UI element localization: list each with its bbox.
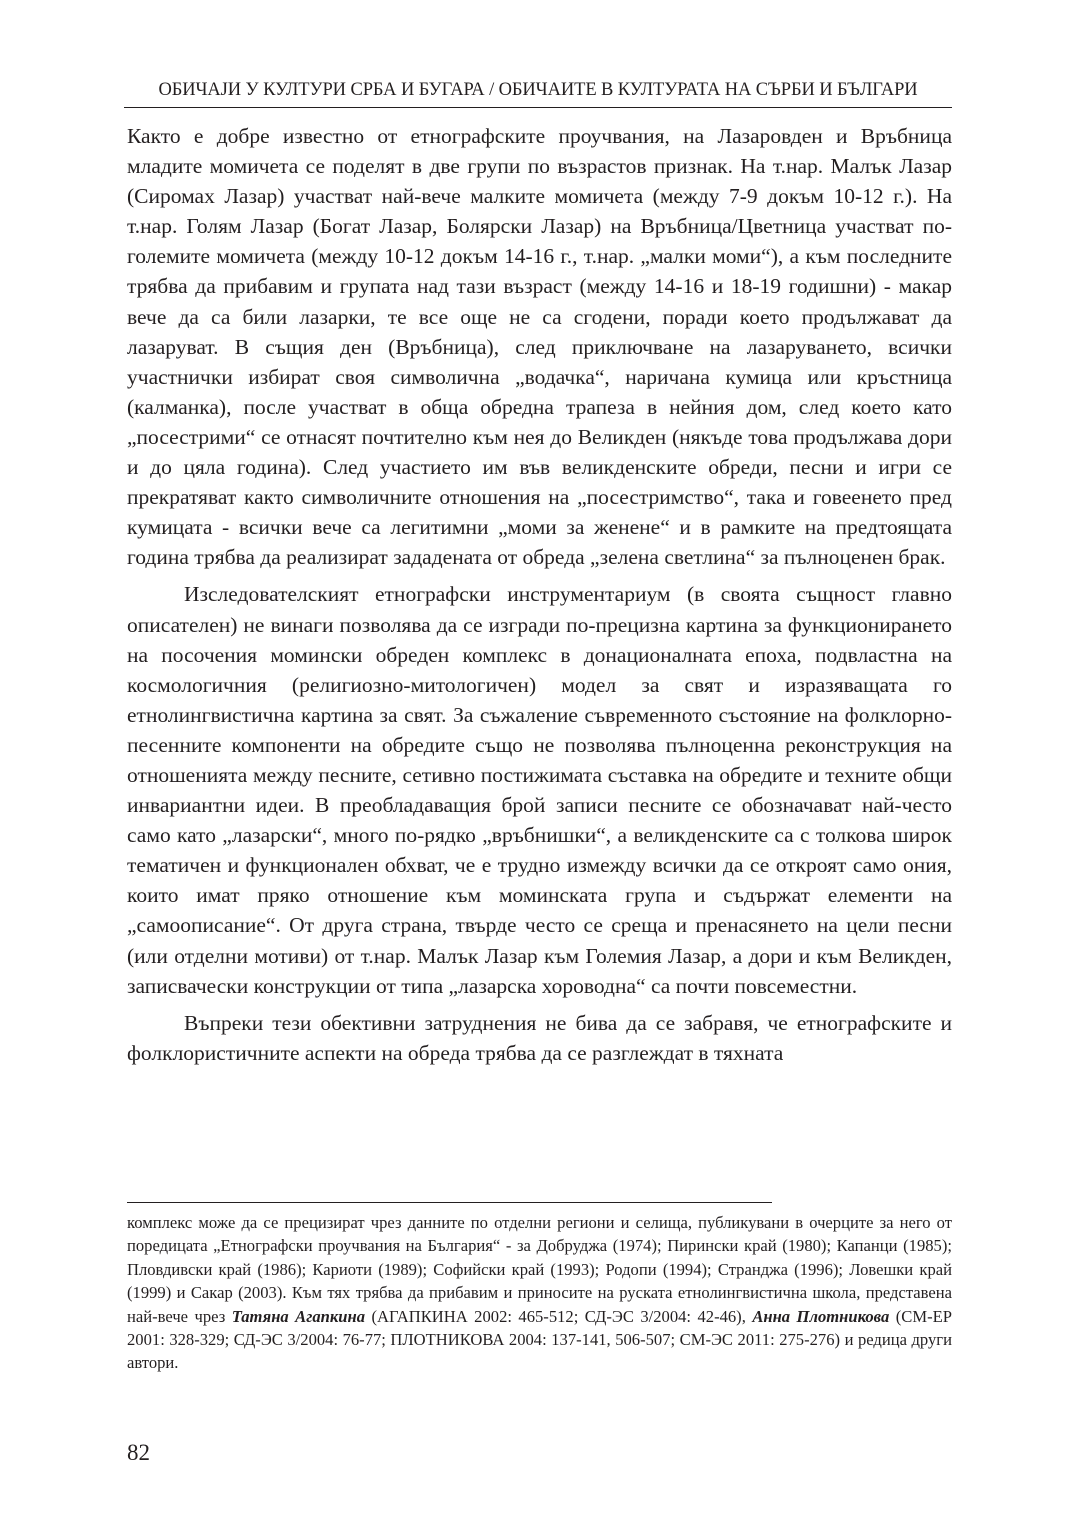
footnote-part: (АГАПКИНА 2002: 465-512; СД-ЭС 3/2004: 42-46),: [365, 1306, 753, 1326]
footnote-text: [127, 1211, 952, 1375]
paragraph: Въпреки тези обективни затруднения не бива да се забравя, че етнографските и фолклористичните аспекти на обреда трябва да се разглеждат в тяхната: [127, 1010, 952, 1065]
footnote-part: (СМ-ЕР 2001: 328-329; СД-ЭС 3/2004: 76-77; ПЛОТНИКОВА 2004: 137-141, 506-507; СМ-ЭС 2011: 275-276) и редица други автори.: [127, 1306, 952, 1373]
body-text: [127, 121, 952, 1075]
page-number: 82: [127, 1440, 150, 1465]
paragraph: Както е добре известно от етнографските проучвания, на Лазаровден и Връбница младите момичета се поделят в две групи по възрастов признак. На т.нар. Малък Лазар (Сиромах Лазар) участват най-вече малките момичета (между 7-9 докъм 10-12 г.). На т.нар. Голям Лазар (Богат Лазар, Болярски Лазар) на Връбница/Цветница участват по-големите момичета (между 10-12 докъм 14-16 г., т.нар. „малки моми“), а към последните трябва да прибавим и групата над тази възраст (между 14-16 и 18-19 годишни) - макар вече да са били лазарки, те все още не са сгодени, поради което продължават да лазаруват. В същия ден (Връбница), след приключване на лазаруването, всички участнички избират своя символична „водачка“, наричана кумица или кръстница (калманка), после участват в обща обредна трапеза в нейния дом, след което като „посестрими“ се отнасят почтително към нея до Великден (някъде това продължава дори и до цяла година). След участието им във великденските обреди, песни и игри се прекратяват както символичните отношения на „посестримство“, така и говеенето пред кумицата - всички вече са легитимни „моми за женене“ и в рамките на предтоящата година трябва да реализират зададената от обреда „зелена светлина“ за пълноценен брак.: [127, 124, 952, 570]
footnote-author: Анна Плотникова: [752, 1306, 890, 1326]
footnote-author: Татяна Агапкина: [231, 1306, 366, 1326]
paragraph: Изследователският етнографски инструментариум (в своята същност главно описателен) не винаги позволява да се изгради по-прецизна картина за функционирането на посочения момински обреден комплекс в донационалната епоха, подвластна на космологичния (религиозно-митологичен) модел за свят и изразяващата го етнолингвистична картина за свят. За съжаление съвременното състояние на фолклорно-песенните компоненти на обредите също не позволява пълноценна реконструкция на отношенията между песните, сетивно постижимата съставка на обредите и техните общи инвариантни идеи. В преобладаващия брой записи песните се обозначават най-често само като „лазарски“, много по-рядко „връбнишки“, а великденските са с толкова широк тематичен и функционален обхват, че е трудно измежду всички да се откроят само ония, които имат пряко отношение към моминската група и съдържат елементи на „самоописание“. От друга страна, твърде често се среща и пренасянето на цели песни (или отделни мотиви) от т.нар. Малък Лазар към Големия Лазар, а дори и към Великден, записвачески конструкции от типа „лазарска хороводна“ са почти повсеместни.: [127, 582, 952, 998]
footnote-rule: [127, 1202, 772, 1203]
footnote: [127, 1211, 952, 1375]
running-head: ОБИЧАЈИ У КУЛТУРИ СРБА И БУГАРА / ОБИЧАИТЕ В КУЛТУРАТА НА СЪРБИ И БЪЛГАРИ: [124, 80, 952, 108]
footnote-part: комплекс може да се прецизират чрез данните по отделни региони и селища, публикувани в очерците за него от поредицата „Етнографски проучвания на България“ - за Добруджа (1974); Пирински край (1980); Капанци (1985); Пловдивски край (1986); Кариоти (1989); Софийски край (1993); Родопи (1994); Странджа (1996); Ловешки край (1999) и Сакар (2003). Към тях трябва да прибавим и приносите на руската етнолингвистична школа, представена най-вече чрез: [127, 1213, 952, 1326]
